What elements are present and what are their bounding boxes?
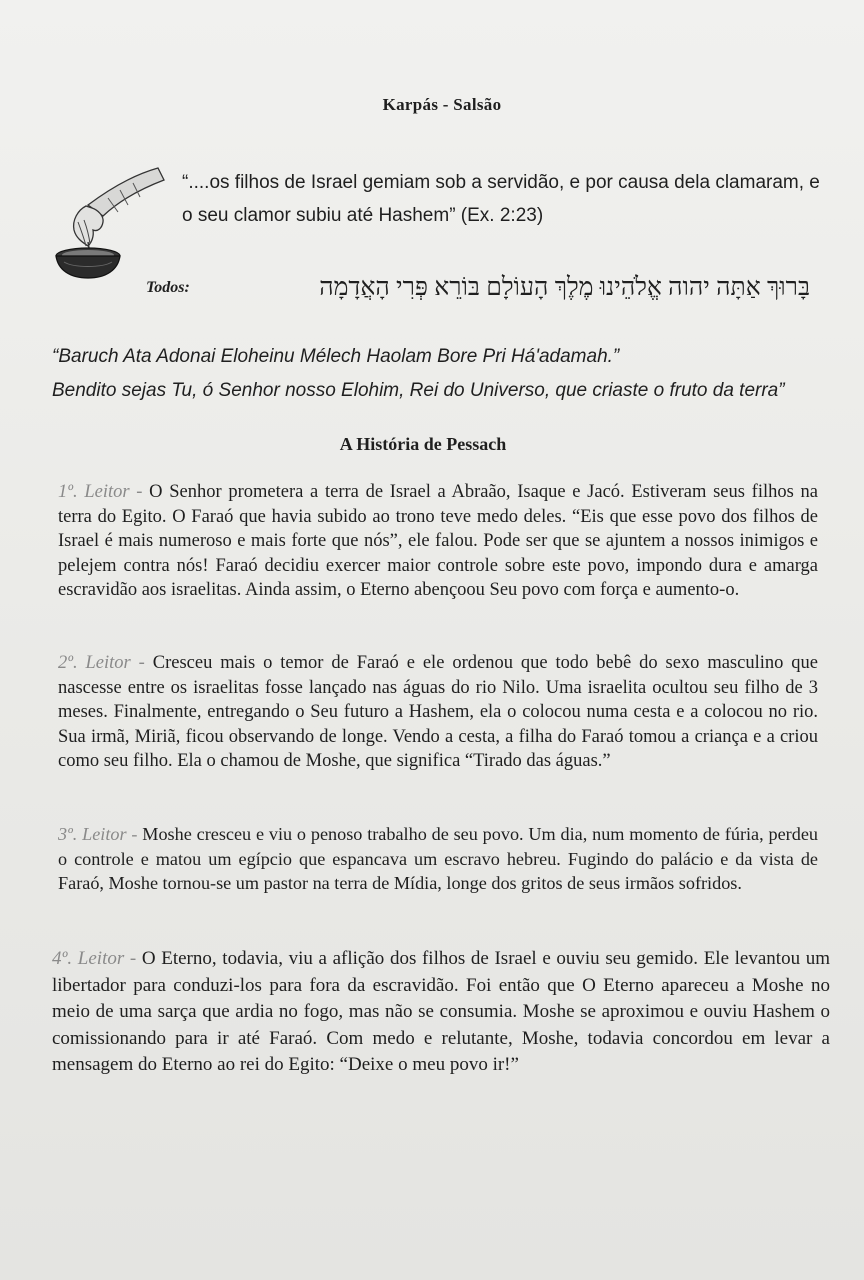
todos-label: Todos: <box>146 279 190 296</box>
reader-text: Moshe cresceu e viu o penoso trabalho de seu povo. Um dia, num momento de fúria, perdeu o controle e matou um egípcio que espancava um escravo hebreu. Fugindo do palácio e da vista de Faraó, Moshe tornou-se um pastor na terra de Mídia, longe dos gritos de seus irmãos sofridos. <box>58 824 818 894</box>
reader-label: 2º. Leitor - <box>58 653 145 673</box>
section-title: A História de Pessach <box>339 434 507 454</box>
page-title: Karpás - Salsão <box>382 95 502 114</box>
reader-paragraph-4 <box>52 946 830 1079</box>
blessing-translation: Bendito sejas Tu, ó Senhor nosso Elohim, Rei do Universo, que criaste o fruto da terra” <box>52 380 785 401</box>
reader-text: Cresceu mais o temor de Faraó e ele ordenou que todo bebê do sexo masculino que nascesse entre os israelitas fosse lançado nas águas do rio Nilo. Uma israelita ocultou seu filho de 3 meses. Finalmente, entregando o Seu futuro a Hashem, ela o colocou numa cesta e a colocou no rio. Sua irmã, Miriã, ficou observando de longe. Vendo a cesta, a filha do Faraó tomou a criança e a criou como seu filho. Ela o chamou de Moshe, que significa “Tirado das águas.” <box>58 653 818 772</box>
reader-paragraph-3 <box>58 822 818 896</box>
reader-text: O Senhor prometera a terra de Israel a Abraão, Isaque e Jacó. Estiveram seus filhos na terra do Egito. O Faraó que havia subido ao trono teve medo deles. “Eis que esse povo dos filhos de Israel é mais numeroso e mais forte que nós”, ele falou. Pode ser que se ajuntem a nossos inimigos e pelejem contra nós! Faraó decidiu exercer maior controle sobre este povo, impondo dura e amarga escravidão aos israelitas. Ainda assim, o Eterno abençoou Seu povo com força e aumento-o. <box>58 482 818 601</box>
blessing-text <box>52 340 832 408</box>
exodus-quote: “....os filhos de Israel gemiam sob a servidão, e por causa dela clamaram, e o seu clamor subiu até Hashem” (Ex. 2:23) <box>182 172 820 226</box>
reader-label: 1º. Leitor - <box>58 482 143 502</box>
blessing-transliteration: “Baruch Ata Adonai Eloheinu Mélech Haolam Bore Pri Há'adamah.” <box>52 346 620 367</box>
reader-paragraph-1 <box>58 480 818 603</box>
reader-label: 4º. Leitor - <box>52 948 137 969</box>
hebrew-blessing: בָּרוּךְ אַתָּה יהוה אֱלֹהֵינוּ מֶלֶךְ הָעוֹלָם בּוֹרֵא פְּרִי הָאֲדָמָה <box>319 274 810 301</box>
reader-text: O Eterno, todavia, viu a aflição dos filhos de Israel e ouviu seu gemido. Ele levantou um libertador para conduzi-los para fora da escravidão. Foi então que O Eterno apareceu a Moshe no meio de uma sarça que ardia no fogo, mas não se consumia. Moshe se aproximou e ouviu Hashem o comissionando para ir até Faraó. Com medo e relutante, Moshe, todavia concordou em levar a mensagem do Eterno ao rei do Egito: “Deixe o meu povo ir!” <box>52 948 831 1075</box>
hand-dipping-in-bowl-icon <box>48 150 168 280</box>
reader-label: 3º. Leitor - <box>58 824 138 844</box>
reader-paragraph-2 <box>58 651 818 774</box>
